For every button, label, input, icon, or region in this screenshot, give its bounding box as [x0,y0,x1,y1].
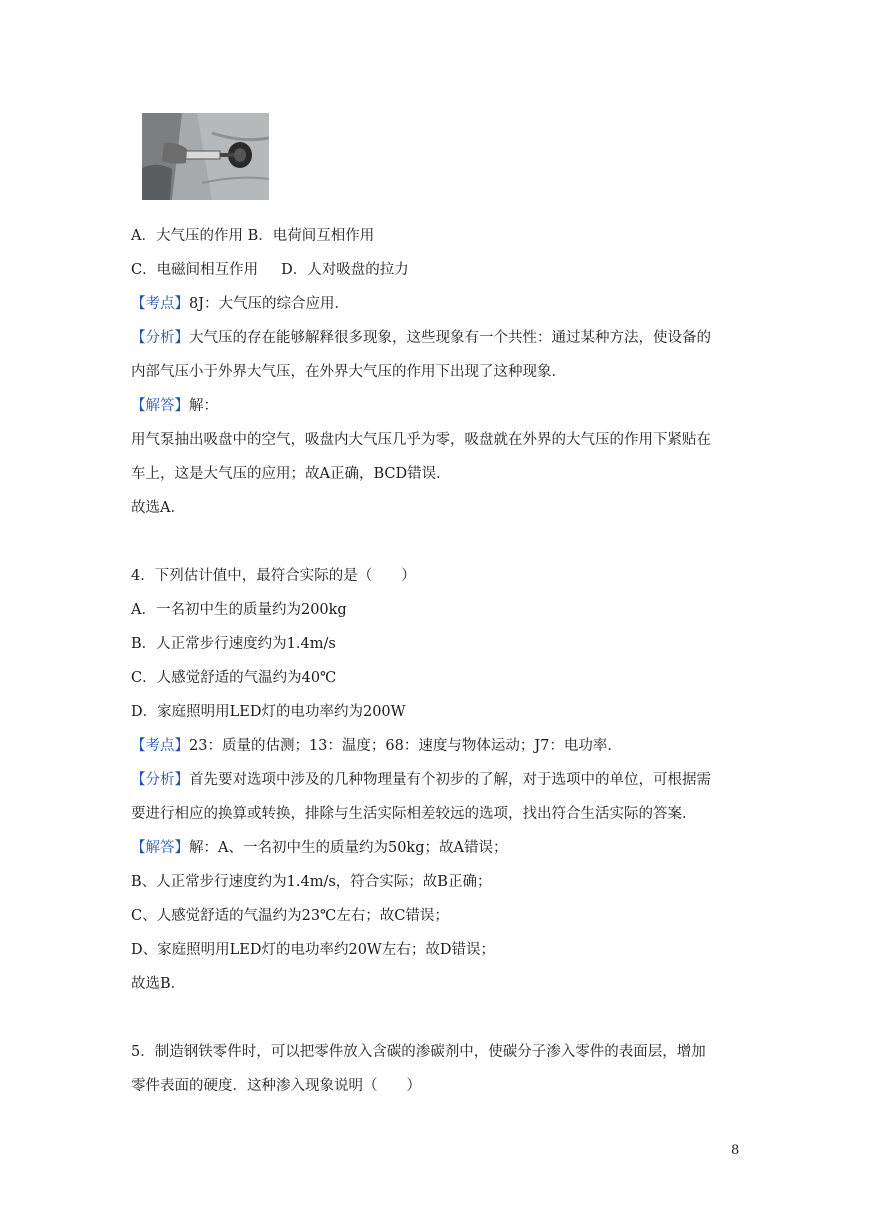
suction-cup-illustration [142,113,269,200]
q4-fenxi-text-1: 首先要对选项中涉及的几种物理量有个初步的了解，对于选项中的单位，可根据需 [189,772,711,788]
q3-solution-1: 用气泵抽出吸盘中的空气，吸盘内大气压几乎为零，吸盘就在外界的大气压的作用下紧贴在 [131,432,711,448]
q3-option-c: C．电磁间相互作用 [131,262,259,278]
q3-option-b: B．电荷间互相作用 [247,228,375,244]
q3-jieda-tag: 【解答】 [131,398,189,414]
q4-fenxi [131,770,711,790]
q4-kaodian-tag: 【考点】 [131,738,189,754]
q3-options-cd [131,260,409,280]
q3-fenxi-tag: 【分析】 [131,330,189,346]
q4-answer: 故选B． [131,976,186,992]
q3-fenxi-text-2: 内部气压小于外界大气压，在外界大气压的作用下出现了这种现象． [131,364,566,380]
q4-kaodian [131,736,622,756]
q4-solution-c: C、人感觉舒适的气温约为23℃左右；故C错误； [131,908,449,924]
q3-jieda-text: 解： [189,398,218,414]
page-number: 8 [731,1143,740,1158]
q4-fenxi-text-2: 要进行相应的换算或转换，排除与生活实际相差较远的选项，找出符合生活实际的答案． [131,806,697,822]
q3-kaodian-tag: 【考点】 [131,296,189,312]
q3-fenxi-text-1: 大气压的存在能够解释很多现象，这些现象有一个共性：通过某种方法，使设备的 [189,330,711,346]
q3-fenxi [131,328,711,348]
q4-kaodian-text: 23：质量的估测；13：温度；68：速度与物体运动；J7：电功率． [189,738,622,754]
q4-option-c: C．人感觉舒适的气温约为40℃ [131,670,337,686]
q4-jieda-tag: 【解答】 [131,840,189,856]
q4-solution-b: B、人正常步行速度约为1.4m/s，符合实际；故B正确； [131,874,492,890]
q3-kaodian-text: 8J：大气压的综合应用． [189,296,350,312]
q4-option-a: A．一名初中生的质量约为200kg [131,602,347,618]
q4-jieda-text: 解：A、一名初中生的质量约为50kg；故A错误； [189,840,508,856]
q3-kaodian [131,294,349,314]
q3-answer: 故选A． [131,500,185,516]
q5-stem-1: 5．制造钢铁零件时，可以把零件放入含碳的渗碳剂中，使碳分子渗入零件的表面层，增加 [131,1044,706,1060]
q3-option-d: D．人对吸盘的拉力 [281,262,409,278]
q3-options-ab [131,226,374,246]
q3-option-a: A．大气压的作用 [131,228,243,244]
q3-jieda [131,396,218,416]
q4-stem: 4．下列估计值中，最符合实际的是（ ） [131,568,416,584]
suction-cup-photo [142,113,269,200]
q4-fenxi-tag: 【分析】 [131,772,189,788]
q4-solution-d: D、家庭照明用LED灯的电功率约20W左右；故D错误； [131,942,495,958]
q5-stem-2: 零件表面的硬度．这种渗入现象说明（ ） [131,1078,421,1094]
q4-option-b: B．人正常步行速度约为1.4m/s [131,636,336,652]
q4-jieda [131,838,507,858]
q4-option-d: D．家庭照明用LED灯的电功率约为200W [131,704,406,720]
q3-solution-2: 车上，这是大气压的应用；故A正确，BCD错误． [131,466,451,482]
